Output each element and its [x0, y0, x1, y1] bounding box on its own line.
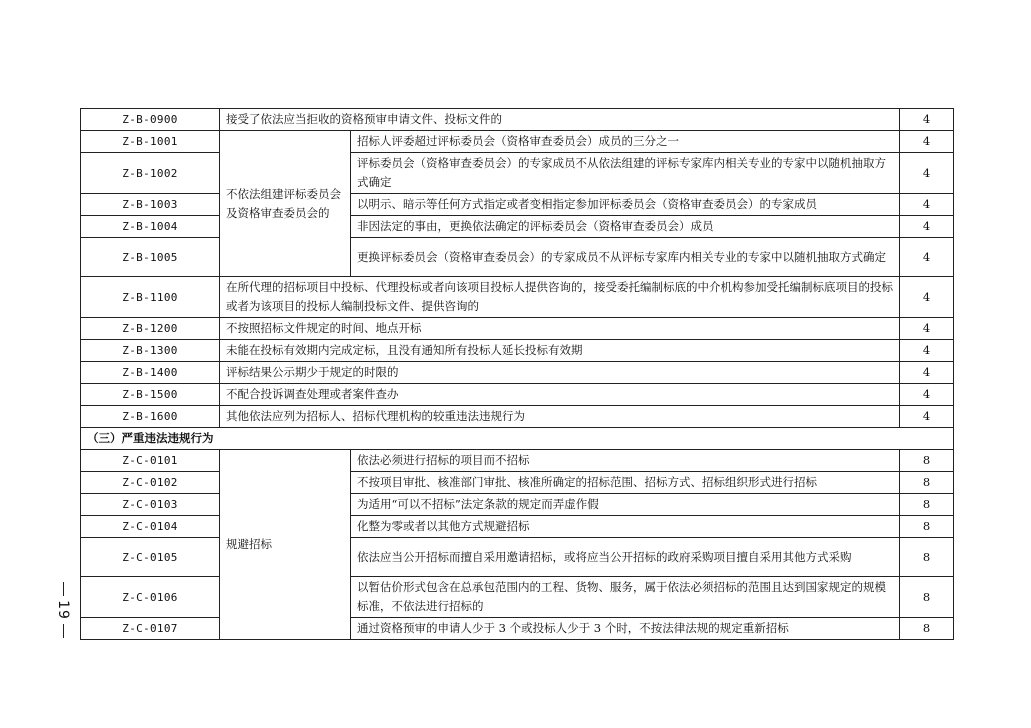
page-number-dash-bottom	[63, 624, 64, 638]
row-description: 评标结果公示期少于规定的时限的	[220, 362, 900, 384]
row-score: 4	[900, 362, 954, 384]
row-description: 依法必须进行招标的项目而不招标	[351, 450, 900, 472]
table-row	[81, 384, 954, 406]
table-row	[81, 238, 954, 277]
table-row	[81, 450, 954, 472]
row-score: 4	[900, 131, 954, 153]
row-score: 4	[900, 406, 954, 428]
row-score: 4	[900, 384, 954, 406]
row-score: 8	[900, 494, 954, 516]
row-code: Z-B-1002	[81, 153, 220, 194]
table-row	[81, 109, 954, 131]
row-score: 8	[900, 577, 954, 618]
row-score: 8	[900, 618, 954, 640]
row-description: 通过资格预审的申请人少于 3 个或投标人少于 3 个时，不按法律法规的规定重新招标	[351, 618, 900, 640]
row-description: 不按照招标文件规定的时间、地点开标	[220, 318, 900, 340]
row-code: Z-B-1003	[81, 194, 220, 216]
row-score: 8	[900, 450, 954, 472]
table-row	[81, 194, 954, 216]
table-row	[81, 618, 954, 640]
table-row	[81, 153, 954, 194]
row-description: 其他依法应列为招标人、招标代理机构的较重违法违规行为	[220, 406, 900, 428]
table-row	[81, 406, 954, 428]
row-score: 4	[900, 194, 954, 216]
row-code: Z-B-1004	[81, 216, 220, 238]
row-code: Z-C-0103	[81, 494, 220, 516]
row-description: 在所代理的招标项目中投标、代理投标或者向该项目投标人提供咨询的，接受委托编制标底的中介机构参加受托编制标底项目的投标或者为该项目的投标人编制投标文件、提供咨询的	[220, 277, 900, 318]
row-code: Z-B-1600	[81, 406, 220, 428]
row-score: 4	[900, 238, 954, 277]
row-code: Z-B-1200	[81, 318, 220, 340]
row-score: 4	[900, 318, 954, 340]
row-description: 评标委员会（资格审查委员会）的专家成员不从依法组建的评标专家库内相关专业的专家中以随机抽取方式确定	[351, 153, 900, 194]
row-code: Z-B-1100	[81, 277, 220, 318]
row-code: Z-C-0105	[81, 538, 220, 577]
row-code: Z-B-1300	[81, 340, 220, 362]
row-score: 8	[900, 516, 954, 538]
row-code: Z-B-1005	[81, 238, 220, 277]
row-code: Z-C-0104	[81, 516, 220, 538]
row-code: Z-B-1001	[81, 131, 220, 153]
row-code: Z-B-1400	[81, 362, 220, 384]
row-description: 为适用“可以不招标”法定条款的规定而弄虚作假	[351, 494, 900, 516]
group-label: 规避招标	[220, 450, 351, 640]
row-score: 8	[900, 472, 954, 494]
table-row	[81, 538, 954, 577]
page-number	[53, 582, 73, 642]
violations-table	[80, 108, 954, 640]
row-score: 4	[900, 153, 954, 194]
row-code: Z-B-0900	[81, 109, 220, 131]
row-description: 非因法定的事由，更换依法确定的评标委员会（资格审查委员会）成员	[351, 216, 900, 238]
row-description: 更换评标委员会（资格审查委员会）的专家成员不从评标专家库内相关专业的专家中以随机抽取方式确定	[351, 238, 900, 277]
row-score: 8	[900, 538, 954, 577]
section-heading: （三）严重违法违规行为	[81, 428, 954, 450]
group-label: 不依法组建评标委员会及资格审查委员会的	[220, 131, 351, 277]
row-code: Z-C-0101	[81, 450, 220, 472]
row-description: 未能在投标有效期内完成定标，且没有通知所有投标人延长投标有效期	[220, 340, 900, 362]
row-description: 依法应当公开招标而擅自采用邀请招标，或将应当公开招标的政府采购项目擅自采用其他方式采购	[351, 538, 900, 577]
row-code: Z-B-1500	[81, 384, 220, 406]
row-code: Z-C-0106	[81, 577, 220, 618]
row-score: 4	[900, 277, 954, 318]
table-row	[81, 340, 954, 362]
row-description: 以暂估价形式包含在总承包范围内的工程、货物、服务，属于依法必须招标的范围且达到国家规定的规模标准，不依法进行招标的	[351, 577, 900, 618]
table-row	[81, 277, 954, 318]
table-row	[81, 577, 954, 618]
table-row	[81, 216, 954, 238]
row-code: Z-C-0102	[81, 472, 220, 494]
row-description: 接受了依法应当拒收的资格预审申请文件、投标文件的	[220, 109, 900, 131]
table-row	[81, 494, 954, 516]
table-row	[81, 362, 954, 384]
page-number-dash-top	[63, 582, 64, 596]
row-score: 4	[900, 216, 954, 238]
table-row	[81, 131, 954, 153]
row-description: 以明示、暗示等任何方式指定或者变相指定参加评标委员会（资格审查委员会）的专家成员	[351, 194, 900, 216]
row-score: 4	[900, 109, 954, 131]
page-number-text: 19	[54, 600, 71, 620]
table-row	[81, 472, 954, 494]
table-row	[81, 318, 954, 340]
row-code: Z-C-0107	[81, 618, 220, 640]
section-row	[81, 428, 954, 450]
row-description: 招标人评委超过评标委员会（资格审查委员会）成员的三分之一	[351, 131, 900, 153]
row-score: 4	[900, 340, 954, 362]
row-description: 不配合投诉调查处理或者案件查办	[220, 384, 900, 406]
table-row	[81, 516, 954, 538]
row-description: 化整为零或者以其他方式规避招标	[351, 516, 900, 538]
row-description: 不按项目审批、核准部门审批、核准所确定的招标范围、招标方式、招标组织形式进行招标	[351, 472, 900, 494]
